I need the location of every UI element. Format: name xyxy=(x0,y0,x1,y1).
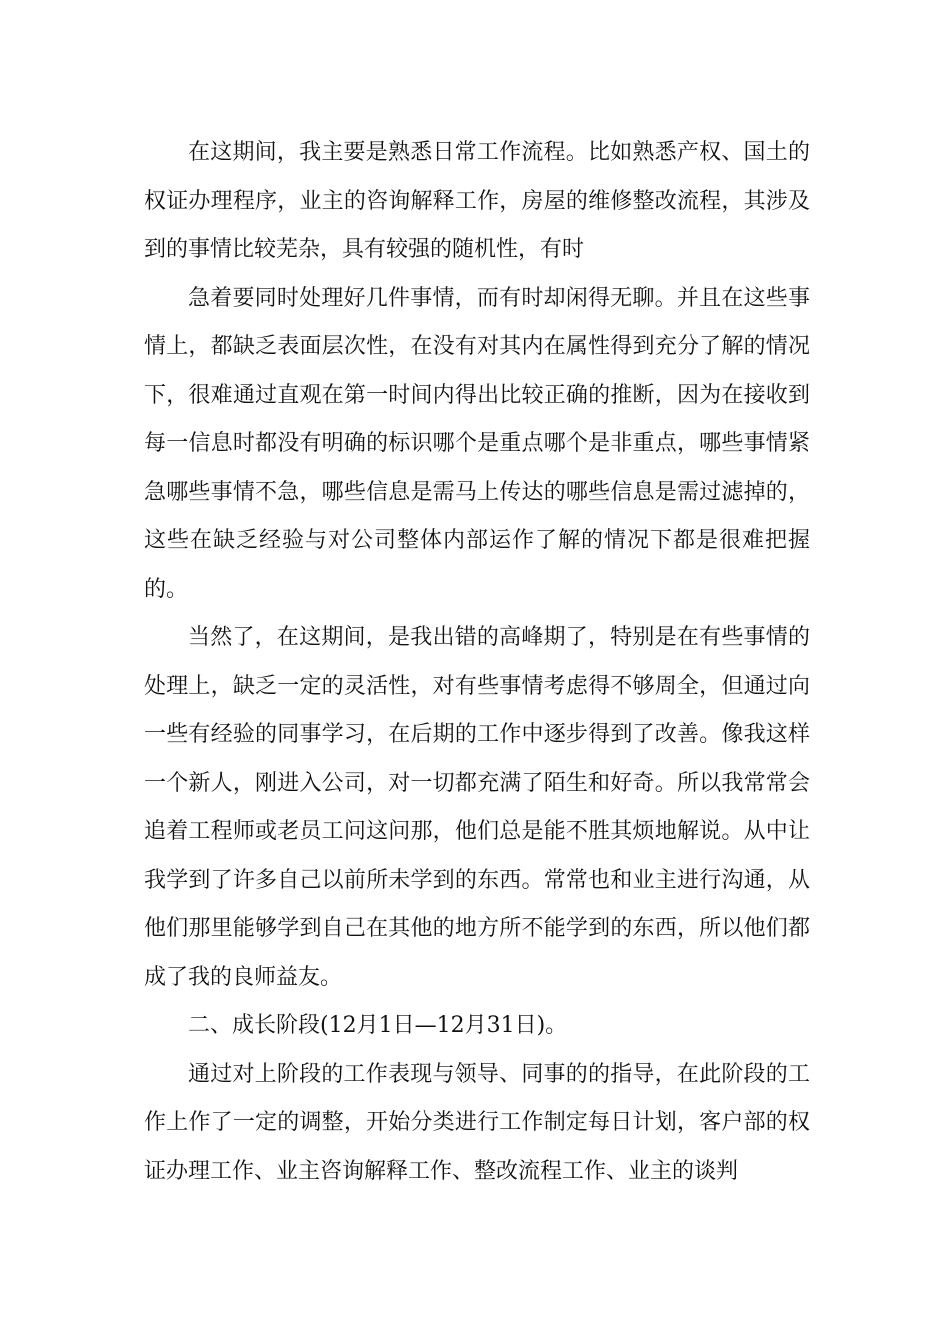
paragraph-growth-adjustments: 通过对上阶段的工作表现与领导、同事的的指导，在此阶段的工作上作了一定的调整，开始分类进行工作制定每日计划，客户部的权证办理工作、业主咨询解释工作、整改流程工作、业主的谈判 xyxy=(144,1061,810,1184)
document-body xyxy=(144,129,810,1196)
paragraph-familiarization: 在这期间，我主要是熟悉日常工作流程。比如熟悉产权、国土的权证办理程序，业主的咨询解释工作，房屋的维修整改流程，其涉及到的事情比较芜杂，具有较强的随机性，有时 xyxy=(144,140,810,262)
paragraph-challenges: 急着要同时处理好几件事情，而有时却闲得无聊。并且在这些事情上，都缺乏表面层次性，在没有对其内在属性得到充分了解的情况下，很难通过直观在第一时间内得出比较正确的推断，因为在接收到每一信息时都没有明确的标识哪个是重点哪个是非重点，哪些事情紧急哪些事情不急，哪些信息是需马上传达的哪些信息是需过滤掉的，这些在缺乏经验与对公司整体内部运作了解的情况下都是很难把握的。 xyxy=(144,285,810,602)
paragraph-mistakes-and-learning: 当然了，在这期间，是我出错的高峰期了，特别是在有些事情的处理上，缺乏一定的灵活性，对有些事情考虑得不够周全，但通过向一些有经验的同事学习，在后期的工作中逐步得到了改善。像我这样一个新人，刚进入公司，对一切都充满了陌生和好奇。所以我常常会追着工程师或老员工问这问那，他们总是能不胜其烦地解说。从中让我学到了许多自己以前所未学到的东西。常常也和业主进行沟通，从他们那里能够学到自己在其他的地方所不能学到的东西，所以他们都成了我的良师益友。 xyxy=(144,625,810,990)
section-heading-growth-stage: 二、成长阶段(12月1日—12月31日)。 xyxy=(188,1013,568,1038)
